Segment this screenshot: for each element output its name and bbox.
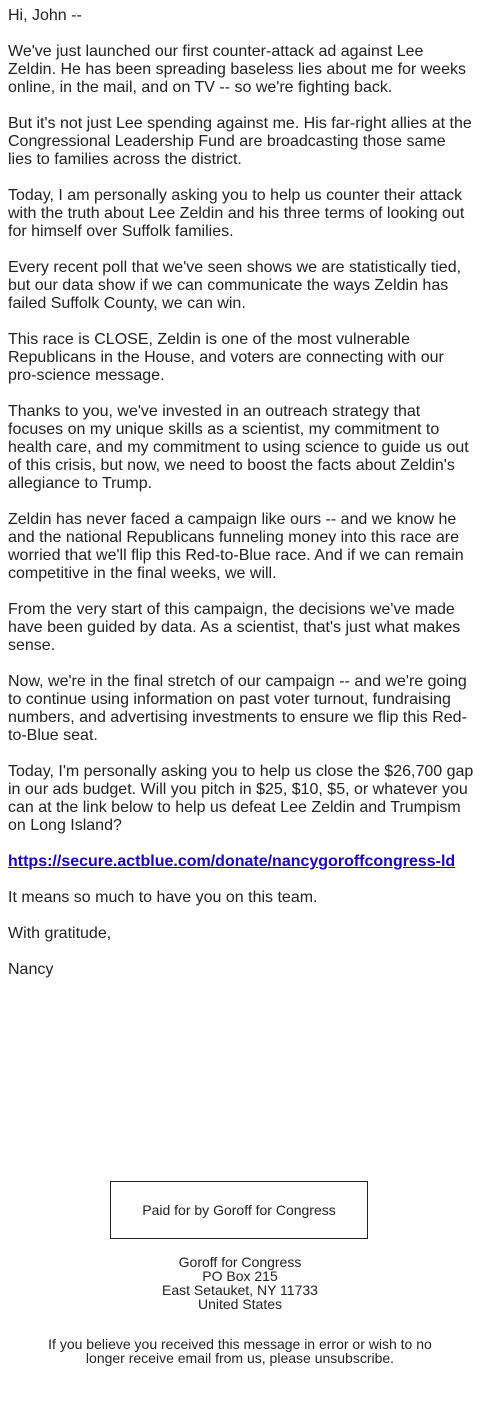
mailing-address — [0, 1255, 480, 1311]
paid-for-disclaimer-box — [110, 1181, 368, 1239]
body-paragraph-8: From the very start of this campaign, the decisions we've made have been guided by data. As a scientist, that's just what makes sense. — [8, 601, 461, 654]
email-body — [8, 7, 474, 997]
signoff: With gratitude, — [8, 925, 112, 942]
body-paragraph-5: This race is CLOSE, Zeldin is one of the most vulnerable Republicans in the House, and voters are connecting with our pro-science message. — [8, 331, 444, 384]
closing-line: It means so much to have you on this team. — [8, 889, 318, 906]
paid-for-text: Paid for by Goroff for Congress — [142, 1202, 336, 1218]
address-city: East Setauket, NY 11733 — [162, 1282, 318, 1298]
body-paragraph-3: Today, I am personally asking you to help us counter their attack with the truth about Lee Zeldin and his three terms of looking out for himself over Suffolk families. — [8, 187, 465, 240]
body-paragraph-9: Now, we're in the final stretch of our campaign -- and we're going to continue using information on past voter turnout, fundraising numbers, and advertising investments to ensure we flip this Red-to-Blue seat. — [8, 673, 467, 744]
body-paragraph-4: Every recent poll that we've seen shows we are statistically tied, but our data show if we can communicate the ways Zeldin has failed Suffolk County, we can win. — [8, 259, 462, 312]
address-po-box: PO Box 215 — [202, 1268, 278, 1284]
body-paragraph-7: Zeldin has never faced a campaign like ours -- and we know he and the national Republicans funneling money into this race are worried that we'll flip this Red-to-Blue race. And if we can remain competitive in the final weeks, we will. — [8, 511, 464, 582]
body-paragraph-2: But it's not just Lee spending against me. His far-right allies at the Congressional Leadership Fund are broadcasting those same lies to families across the district. — [8, 115, 472, 168]
address-country: United States — [197, 1296, 283, 1312]
body-paragraph-10: Today, I'm personally asking you to help us close the $26,700 gap in our ads budget. Will you pitch in $25, $10, $5, or whatever you can at the link below to help us defeat Lee Zeldin and Trumpism on Long Island? — [8, 763, 474, 834]
body-paragraph-1: We've just launched our first counter-attack ad against Lee Zeldin. He has been spreading baseless lies about me for weeks online, in the mail, and on TV -- so we're fighting back. — [8, 43, 467, 96]
unsubscribe-notice: If you believe you received this message in error or wish to no longer receive email from us, please unsubscribe. — [48, 1336, 432, 1366]
donate-link-paragraph — [8, 853, 474, 871]
address-org: Goroff for Congress — [178, 1254, 302, 1270]
body-paragraph-6: Thanks to you, we've invested in an outreach strategy that focuses on my unique skills as a scientist, my commitment to health care, and my commitment to using science to guide us out of this crisis, but now, we need to boost the facts about Zeldin's allegiance to Trump. — [8, 403, 469, 492]
signature: Nancy — [8, 961, 54, 978]
donate-link[interactable]: https://secure.actblue.com/donate/nancygoroffcongress-ld — [8, 853, 456, 870]
greeting: Hi, John -- — [8, 7, 82, 24]
